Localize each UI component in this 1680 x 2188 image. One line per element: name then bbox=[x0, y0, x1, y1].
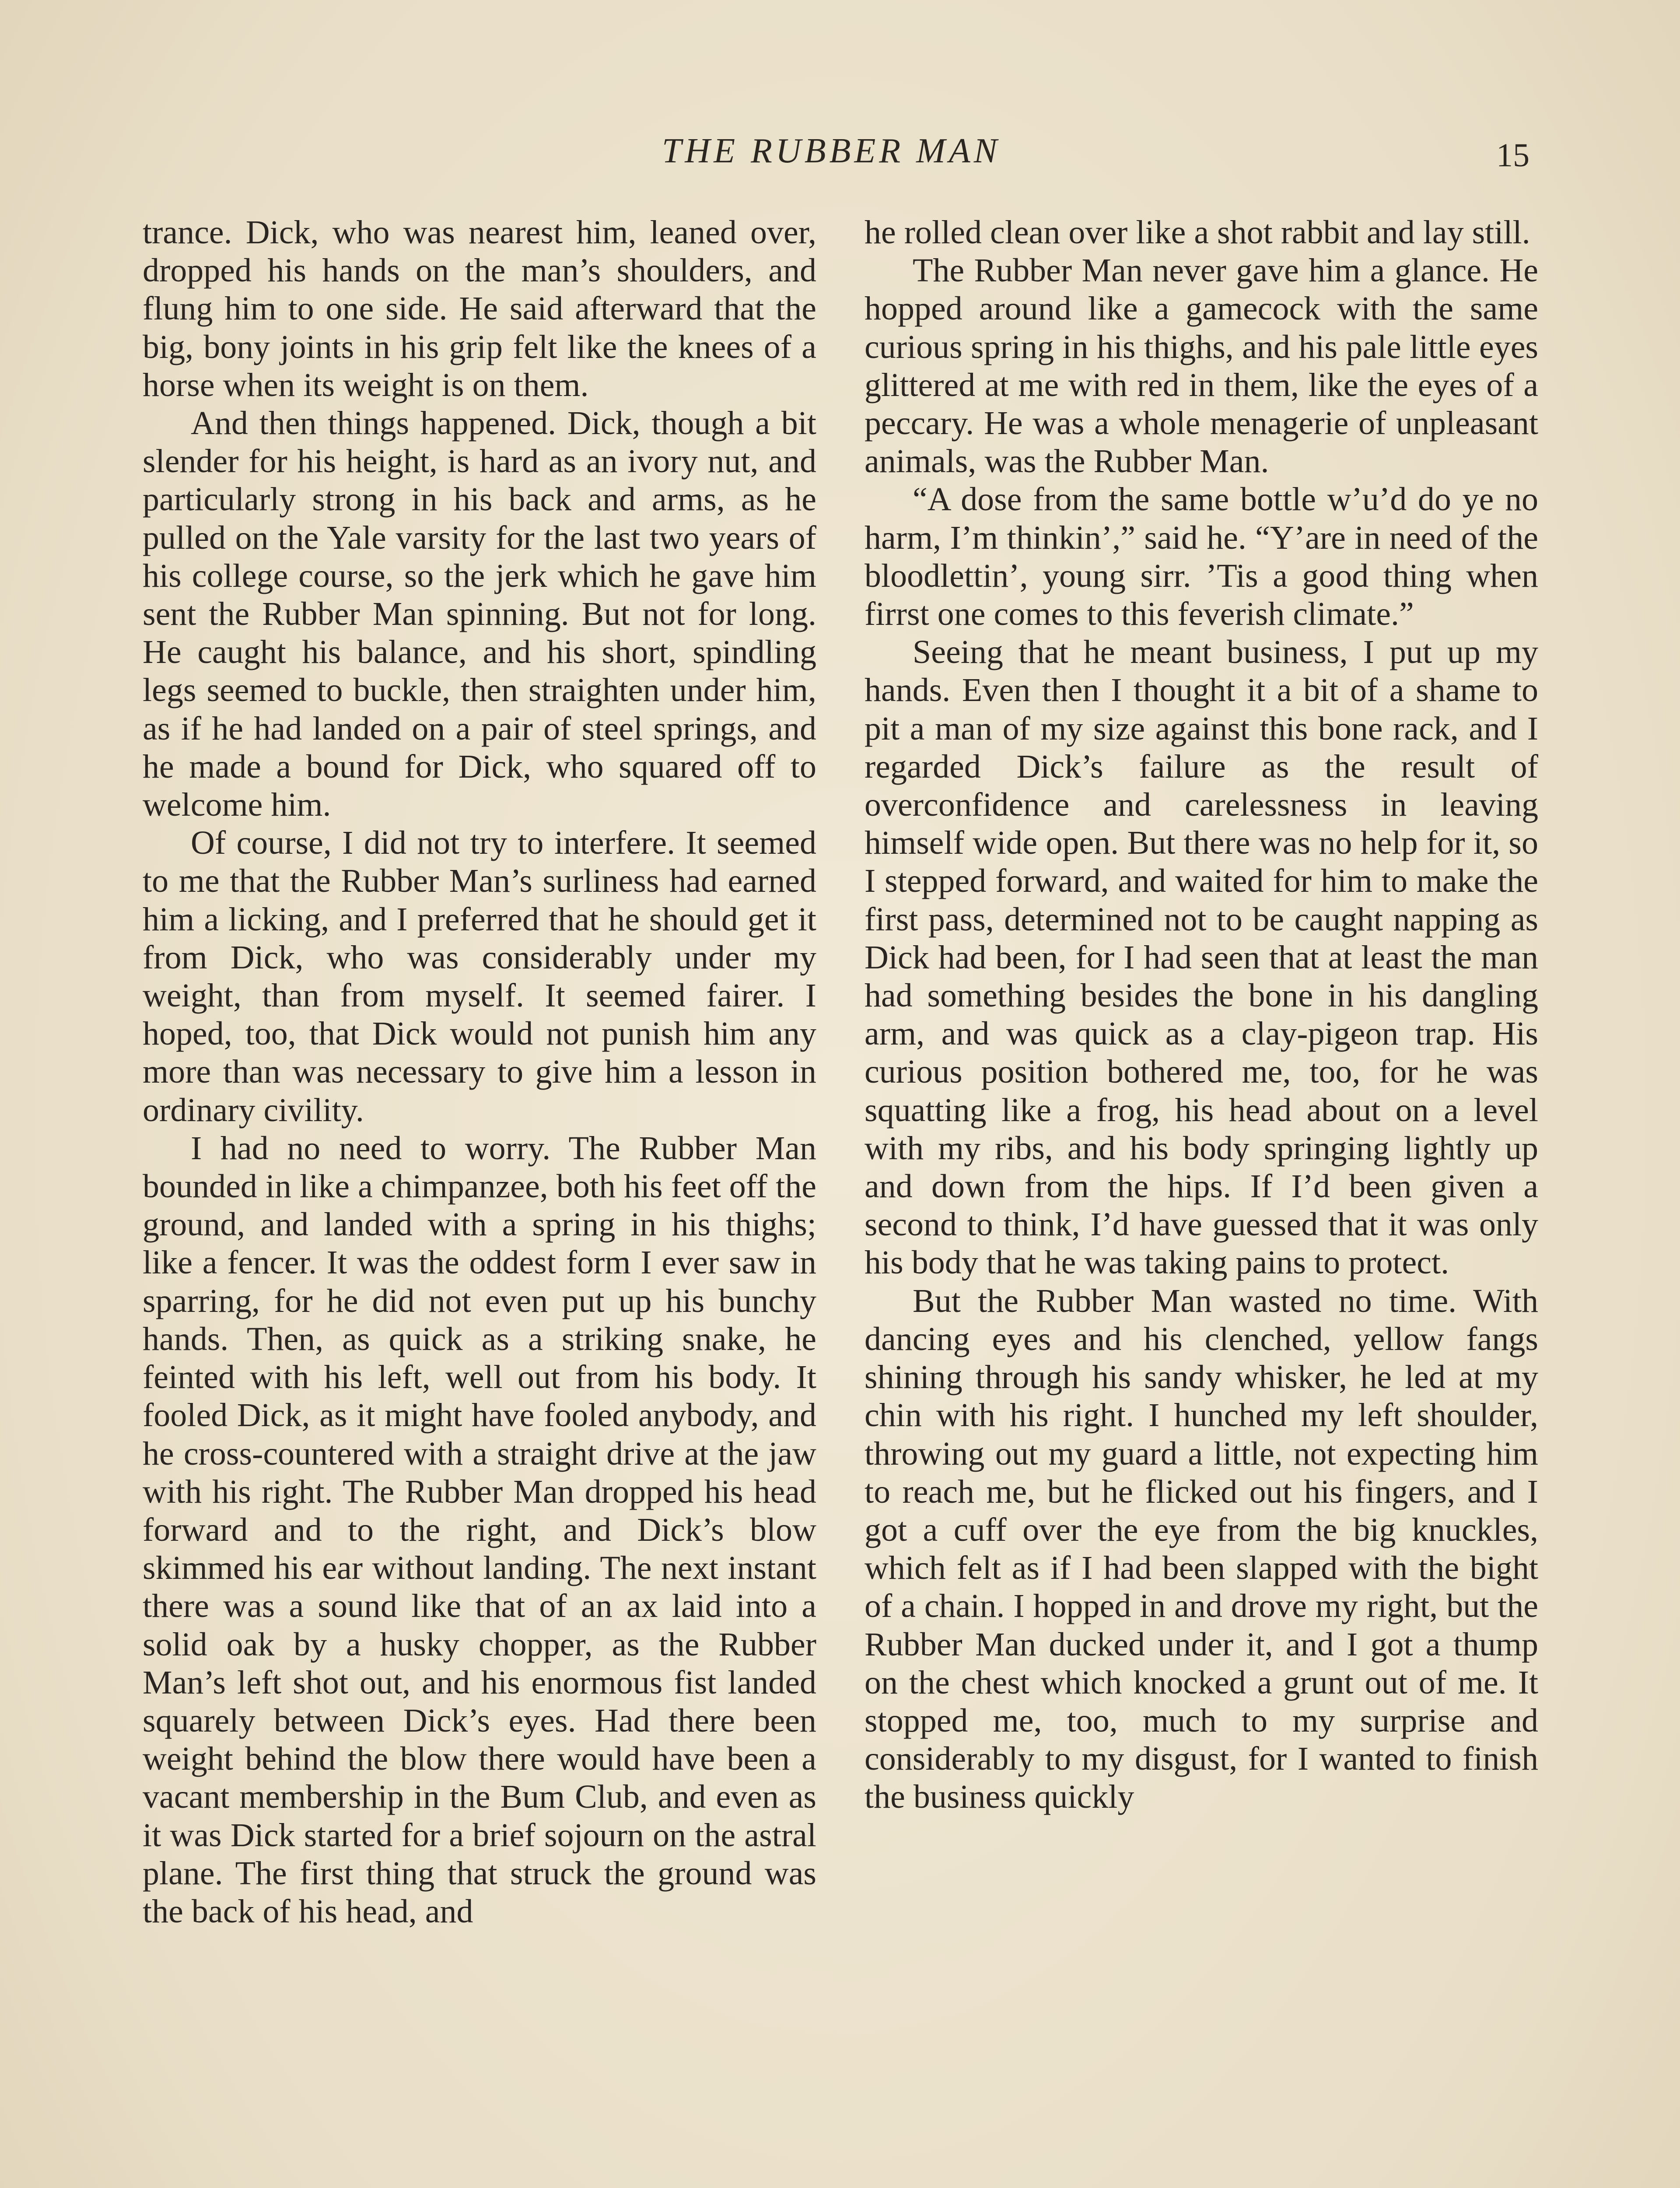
paragraph: Of course, I did not try to interfere. It seemed to me that the Rubber Man’s surliness had earned him a licking, and I preferred that he should get it from Dick, who was considerably under my weight, than from myself. It seemed fairer. I hoped, too, that Dick would not punish him any more than was necessary to give him a lesson in ordinary civility. bbox=[143, 824, 816, 1129]
page-number: 15 bbox=[1496, 137, 1530, 174]
paragraph: And then things happened. Dick, though a bit slender for his height, is hard as an ivory nut, and particularly strong in his back and arms, as he pulled on the Yale varsity for the last two years of his college course, so the jerk which he gave him sent the Rubber Man spinning. But not for long. He caught his balance, and his short, spindling legs seemed to buckle, then straighten under him, as if he had landed on a pair of steel springs, and he made a bound for Dick, who squared off to welcome him. bbox=[143, 405, 816, 824]
paragraph: The Rubber Man never gave him a glance. He hopped around like a gamecock with the same curious spring in his thighs, and his pale little eyes glittered at me with red in them, like the eyes of a peccary. He was a whole menagerie of unpleasant animals, was the Rubber Man. bbox=[864, 252, 1538, 480]
paragraph: he rolled clean over like a shot rabbit and lay still. bbox=[864, 214, 1530, 251]
paragraph: But the Rubber Man wasted no time. With dancing eyes and his clenched, yellow fangs shining through his sandy whisker, he led at my chin with his right. I hunched my left shoulder, throwing out my guard a little, not expecting him to reach me, but he flicked out his fingers, and I got a cuff over the eye from the big knuckles, which felt as if I had been slapped with the bight of a chain. I hopped in and drove my right, but the Rubber Man ducked under it, and I got a thump on the chest which knocked a grunt out of me. It stopped me, too, much to my surprise and considerably to my disgust, for I wanted to finish the business quickly bbox=[864, 1282, 1538, 1816]
running-header-title: THE RUBBER MAN bbox=[662, 132, 1001, 170]
paragraph: “A dose from the same bottle w’u’d do ye no harm, I’m thinkin’,” said he. “Y’are in need of the bloodlettin’, young sirr. ’Tis a good thing when firrst one comes to this feverish climate.” bbox=[864, 481, 1538, 633]
paragraph: trance. Dick, who was nearest him, leaned over, dropped his hands on the man’s shoulders, and flung him to one side. He said afterward that the big, bony joints in his grip felt like the knees of a horse when its weight is on them. bbox=[143, 214, 816, 403]
left-text-column bbox=[143, 214, 816, 1931]
paragraph: I had no need to worry. The Rubber Man bounded in like a chimpanzee, both his feet off the ground, and landed with a spring in his thighs; like a fencer. It was the oddest form I ever saw in sparring, for he did not even put up his bunchy hands. Then, as quick as a striking snake, he feinted with his left, well out from his body. It fooled Dick, as it might have fooled anybody, and he cross-countered with a straight drive at the jaw with his right. The Rubber Man dropped his head forward and to the right, and Dick’s blow skimmed his ear without landing. The next instant there was a sound like that of an ax laid into a solid oak by a husky chopper, as the Rubber Man’s left shot out, and his enormous fist landed squarely between Dick’s eyes. Had there been weight behind the blow there would have been a vacant membership in the Bum Club, and even as it was Dick started for a brief sojourn on the astral plane. The first thing that struck the ground was the back of his head, and bbox=[143, 1129, 816, 1930]
right-text-column bbox=[864, 214, 1538, 1816]
paragraph: Seeing that he meant business, I put up my hands. Even then I thought it a bit of a shame to pit a man of my size against this bone rack, and I regarded Dick’s failure as the result of overconfidence and carelessness in leaving himself wide open. But there was no help for it, so I stepped forward, and waited for him to make the first pass, determined not to be caught napping as Dick had been, for I had seen that at least the man had something besides the bone in his dangling arm, and was quick as a clay-pigeon trap. His curious position bothered me, too, for he was squatting like a frog, his head about on a level with my ribs, and his body springing lightly up and down from the hips. If I’d been given a second to think, I’d have guessed that it was only his body that he was taking pains to protect. bbox=[864, 634, 1538, 1281]
